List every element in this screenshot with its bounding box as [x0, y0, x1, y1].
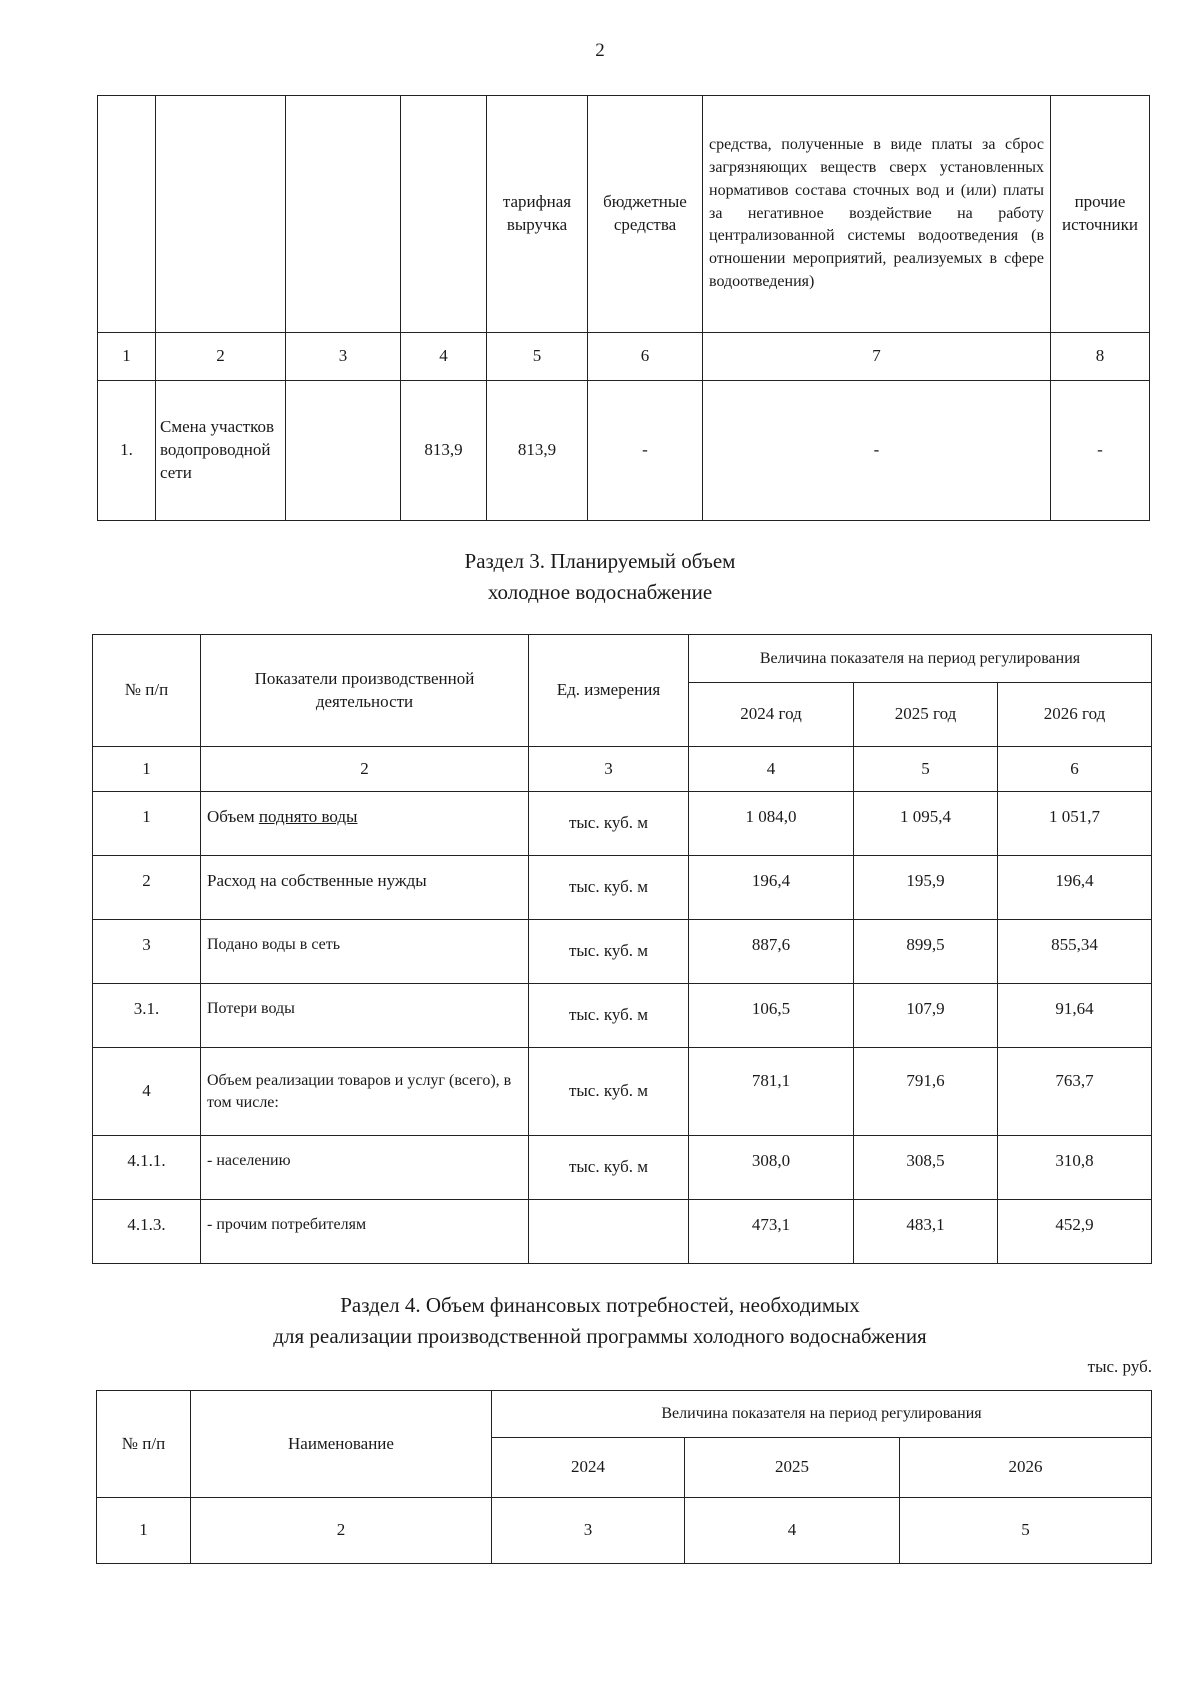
- column-number: 6: [588, 333, 703, 381]
- header-cell-empty: [286, 96, 401, 333]
- row-unit: тыс. куб. м: [529, 856, 689, 920]
- row-name: Подано воды в сеть: [201, 920, 529, 984]
- header-number: № п/п: [97, 1391, 191, 1498]
- column-number: 5: [854, 747, 998, 792]
- row-number: 2: [93, 856, 201, 920]
- row-value-2024: 781,1: [689, 1048, 854, 1136]
- row-value-2026: 196,4: [998, 856, 1152, 920]
- row-name: - прочим потребителям: [201, 1200, 529, 1264]
- page-number: 2: [595, 40, 605, 61]
- header-year: 2024 год: [689, 683, 854, 747]
- table-row: [98, 381, 1150, 521]
- table-row: [93, 792, 1152, 856]
- header-other-sources: прочие источники: [1051, 96, 1150, 333]
- table3-header-row: [97, 1391, 1152, 1438]
- table-row: [93, 984, 1152, 1048]
- column-number: 1: [93, 747, 201, 792]
- column-number: 4: [689, 747, 854, 792]
- row-value-2024: 106,5: [689, 984, 854, 1048]
- row-name-underlined: поднято воды: [258, 807, 358, 826]
- section4-title-line1: Раздел 4. Объем финансовых потребностей, необходимых: [340, 1293, 860, 1317]
- row-value: 813,9: [487, 381, 588, 521]
- header-unit: Ед. измерения: [529, 635, 689, 747]
- row-value-2026: 452,9: [998, 1200, 1152, 1264]
- header-pollution-fees: средства, полученные в виде платы за сброс загрязняющих веществ сверх установленных нормативов состава сточных вод и (или) платы за негативное воздействие на работу централизованной системы водоотведения (в отношении мероприятий, реализуемых в сфере водоотведения): [703, 96, 1051, 333]
- row-value-2025: 195,9: [854, 856, 998, 920]
- column-number: 1: [97, 1498, 191, 1564]
- header-period: Величина показателя на период регулирования: [689, 635, 1152, 683]
- header-year: 2026: [900, 1438, 1152, 1498]
- row-value-2025: 899,5: [854, 920, 998, 984]
- row-value-2024: 887,6: [689, 920, 854, 984]
- row-number: 3: [93, 920, 201, 984]
- header-number: № п/п: [93, 635, 201, 747]
- row-name: [201, 792, 529, 856]
- row-value-2024: 308,0: [689, 1136, 854, 1200]
- row-value-2025: 791,6: [854, 1048, 998, 1136]
- row-value-2024: 196,4: [689, 856, 854, 920]
- financial-needs-table: [96, 1390, 1152, 1564]
- row-number: 4.1.1.: [93, 1136, 201, 1200]
- row-value-2026: 1 051,7: [998, 792, 1152, 856]
- column-number: 5: [487, 333, 588, 381]
- section4-title-line2: для реализации производственной программы холодного водоснабжения: [273, 1324, 927, 1348]
- row-number: 1: [93, 792, 201, 856]
- column-number: 4: [685, 1498, 900, 1564]
- column-number: 2: [191, 1498, 492, 1564]
- column-number: 3: [286, 333, 401, 381]
- row-value-2026: 310,8: [998, 1136, 1152, 1200]
- table2-number-row: [93, 747, 1152, 792]
- header-cell-empty: [401, 96, 487, 333]
- row-value-2025: 1 095,4: [854, 792, 998, 856]
- row-value-2026: 855,34: [998, 920, 1152, 984]
- row-name: Объем реализации товаров и услуг (всего), в том числе:: [201, 1048, 529, 1136]
- header-budget-funds: бюджетные средства: [588, 96, 703, 333]
- header-tariff-revenue: тарифная выручка: [487, 96, 588, 333]
- row-number: 3.1.: [93, 984, 201, 1048]
- table1-header-row: [98, 96, 1150, 333]
- row-number: 4.1.3.: [93, 1200, 201, 1264]
- row-name: Смена участков водопроводной сети: [156, 381, 286, 521]
- planned-volume-table: [92, 634, 1152, 1264]
- row-name: Расход на собственные нужды: [201, 856, 529, 920]
- row-value: [286, 381, 401, 521]
- row-value-2025: 308,5: [854, 1136, 998, 1200]
- column-number: 5: [900, 1498, 1152, 1564]
- row-name: Потери воды: [201, 984, 529, 1048]
- header-cell-empty: [156, 96, 286, 333]
- row-value: -: [1051, 381, 1150, 521]
- header-period: Величина показателя на период регулирования: [492, 1391, 1152, 1438]
- row-value-2026: 91,64: [998, 984, 1152, 1048]
- header-name: Наименование: [191, 1391, 492, 1498]
- column-number: 1: [98, 333, 156, 381]
- column-number: 6: [998, 747, 1152, 792]
- column-number: 8: [1051, 333, 1150, 381]
- row-value: 813,9: [401, 381, 487, 521]
- row-value-2026: 763,7: [998, 1048, 1152, 1136]
- funding-sources-table: [97, 95, 1150, 521]
- column-number: 3: [529, 747, 689, 792]
- row-value-2025: 107,9: [854, 984, 998, 1048]
- table-row: [93, 1136, 1152, 1200]
- row-unit: [529, 1200, 689, 1264]
- column-number: 2: [201, 747, 529, 792]
- row-unit: тыс. куб. м: [529, 984, 689, 1048]
- row-name: - населению: [201, 1136, 529, 1200]
- row-unit: тыс. куб. м: [529, 920, 689, 984]
- row-value: -: [588, 381, 703, 521]
- row-value: -: [703, 381, 1051, 521]
- row-value-2025: 483,1: [854, 1200, 998, 1264]
- header-cell-empty: [98, 96, 156, 333]
- table3-number-row: [97, 1498, 1152, 1564]
- table-row: [93, 856, 1152, 920]
- section3-title-line1: Раздел 3. Планируемый объем: [464, 549, 736, 573]
- table1-number-row: [98, 333, 1150, 381]
- header-year: 2025 год: [854, 683, 998, 747]
- column-number: 3: [492, 1498, 685, 1564]
- column-number: 2: [156, 333, 286, 381]
- header-indicator: Показатели производственной деятельности: [201, 635, 529, 747]
- section3-title-line2: холодное водоснабжение: [487, 580, 713, 604]
- row-unit: тыс. куб. м: [529, 1048, 689, 1136]
- row-value-2024: 1 084,0: [689, 792, 854, 856]
- column-number: 7: [703, 333, 1051, 381]
- row-number: 4: [93, 1048, 201, 1136]
- row-unit: тыс. куб. м: [529, 792, 689, 856]
- table-row: [93, 920, 1152, 984]
- table2-header-row: [93, 635, 1152, 683]
- row-number: 1.: [98, 381, 156, 521]
- header-year: 2026 год: [998, 683, 1152, 747]
- unit-note: тыс. руб.: [1087, 1357, 1152, 1376]
- table-row: [93, 1200, 1152, 1264]
- row-name-prefix: Объем: [207, 807, 259, 826]
- table-row: [93, 1048, 1152, 1136]
- header-year: 2024: [492, 1438, 685, 1498]
- row-unit: тыс. куб. м: [529, 1136, 689, 1200]
- header-year: 2025: [685, 1438, 900, 1498]
- row-value-2024: 473,1: [689, 1200, 854, 1264]
- column-number: 4: [401, 333, 487, 381]
